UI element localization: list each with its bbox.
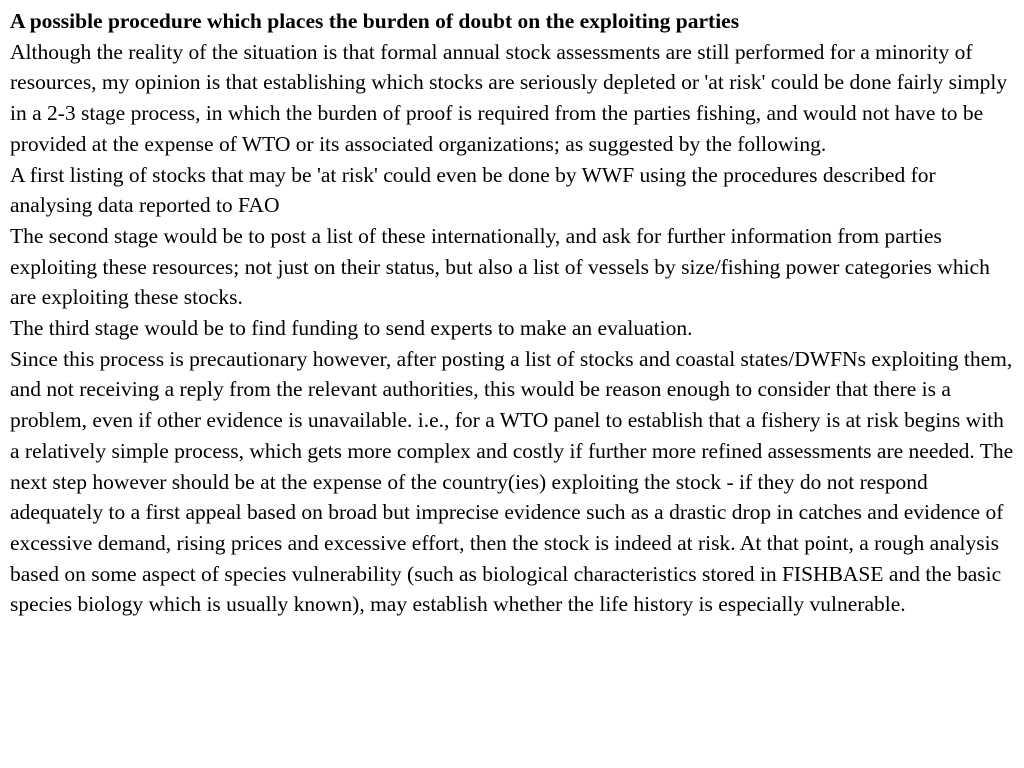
paragraph-second-stage: The second stage would be to post a list of these internationally, and ask for further information from parties exploiting these resources; not just on their status, but also a list of vessels by size/fishing power categories which are exploiting these stocks. bbox=[10, 223, 990, 310]
paragraph-intro: Although the reality of the situation is that formal annual stock assessments are still performed for a minority of resources, my opinion is that establishing which stocks are seriously depleted or 'at risk' could be done fairly simply in a 2-3 stage process, in which the burden of proof is required from the parties fishing, and would not have to be provided at the expense of WTO or its associated organizations; as suggested by the following. bbox=[10, 39, 1008, 156]
paragraph-precautionary: Since this process is precautionary however, after posting a list of stocks and coastal states/DWFNs exploiting them, and not receiving a reply from the relevant authorities, this would be reason enough to consider that there is a problem, even if other evidence is unavailable. i.e., for a WTO panel to establish that a fishery is at risk begins with a relatively simple process, which gets more complex and costly if further more refined assessments are needed. The next step however should be at the expense of the country(ies) exploiting the stock - if they do not respond adequately to a first appeal based on broad but imprecise evidence such as a drastic drop in catches and evidence of excessive demand, rising prices and excessive effort, then the stock is indeed at risk. At that point, a rough analysis based on some aspect of species vulnerability (such as biological characteristics stored in FISHBASE and the basic species biology which is usually known), may establish whether the life history is especially vulnerable. bbox=[10, 346, 1014, 617]
paragraph-first-stage: A first listing of stocks that may be 'at risk' could even be done by WWF using the procedures described for analysing data reported to FAO bbox=[10, 162, 936, 218]
paragraph-third-stage: The third stage would be to find funding to send experts to make an evaluation. bbox=[10, 316, 693, 341]
section-heading: A possible procedure which places the burden of doubt on the exploiting parties bbox=[10, 9, 740, 33]
